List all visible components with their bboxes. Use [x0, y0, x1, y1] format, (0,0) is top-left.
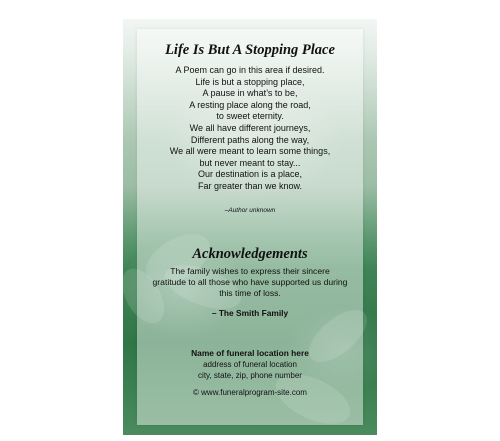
funeral-location-name: Name of funeral location here: [191, 348, 309, 358]
poem-line: Life is but a stopping place,: [195, 76, 305, 87]
poem-line: to sweet eternity.: [216, 111, 284, 122]
poem-line: A pause in what’s to be,: [202, 88, 298, 99]
acknowledgements-body: [123, 266, 377, 299]
website-credit: © www.funeralprogram-site.com: [193, 388, 307, 397]
poem-body: [123, 65, 377, 193]
acknowledgements-title: Acknowledgements: [192, 246, 308, 262]
poem-line: Our destination is a place,: [197, 169, 303, 180]
funeral-program-card: [123, 19, 377, 435]
poem-line: We all were meant to learn some things,: [169, 146, 331, 157]
poem-author: –Author unknown: [224, 207, 276, 214]
acknowledgements-line: this time of loss.: [219, 288, 281, 298]
funeral-location-city: city, state, zip, phone number: [198, 371, 302, 380]
poem-line: We all have different journeys,: [189, 122, 311, 133]
poem-line: A resting place along the road,: [189, 99, 311, 110]
poem-line: Different paths along the way,: [190, 134, 310, 145]
acknowledgements-line: gratitude to all those who have supported us during: [152, 277, 348, 287]
poem-line: Far greater than we know.: [197, 180, 303, 191]
poem-line: but never meant to stay...: [199, 157, 301, 168]
poem-line: A Poem can go in this area if desired.: [175, 65, 325, 75]
acknowledgements-line: The family wishes to express their sincere: [170, 266, 330, 276]
funeral-location-address: address of funeral location: [203, 360, 297, 369]
family-signoff: – The Smith Family: [211, 308, 289, 318]
poem-title: Life Is But A Stopping Place: [165, 42, 335, 58]
